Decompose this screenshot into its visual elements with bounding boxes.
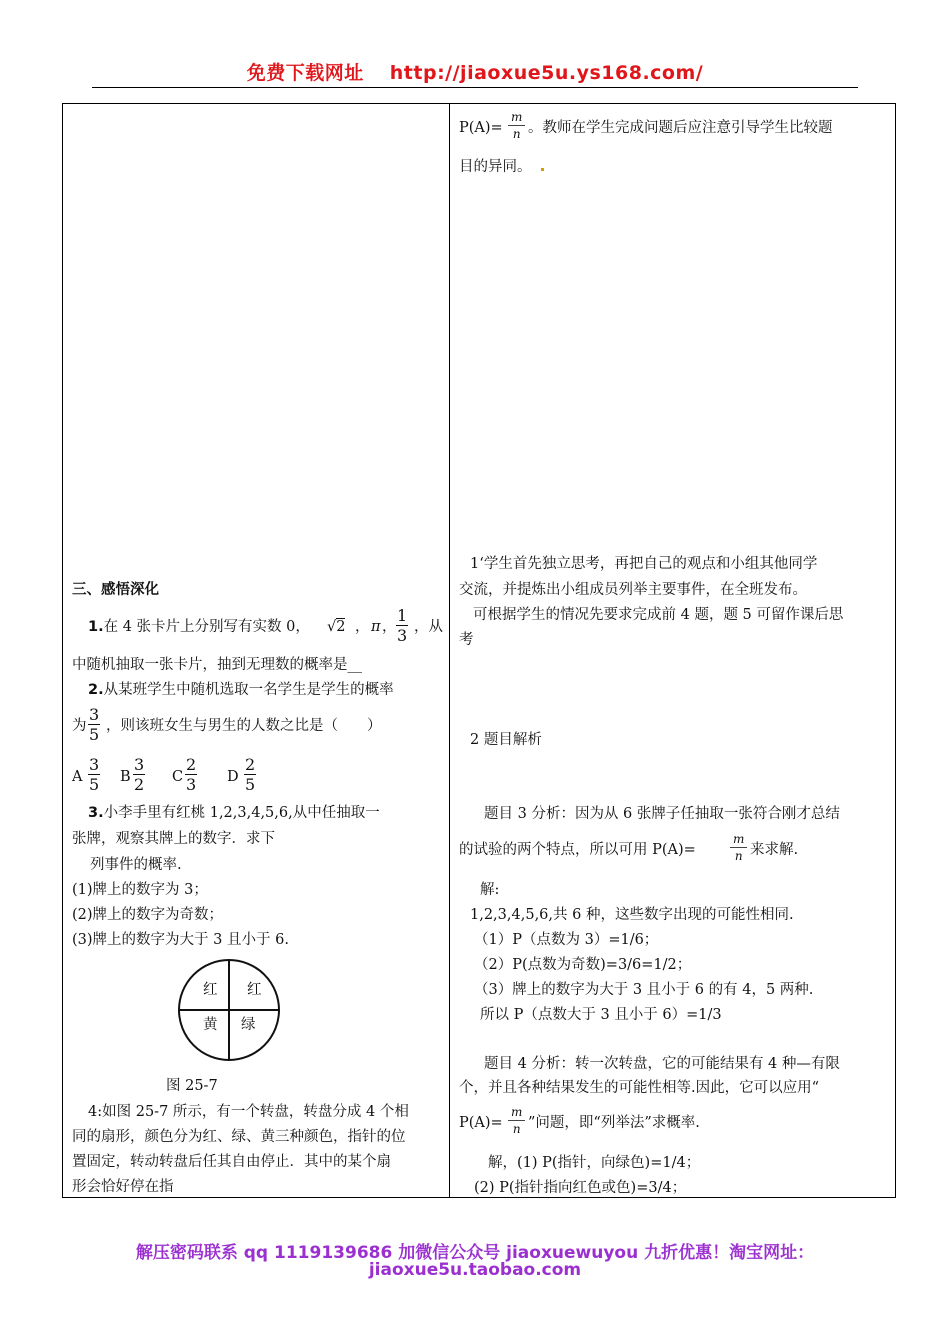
q3-text: 小李手里有红桃 1,2,3,4,5,6,从中任抽取一: [103, 805, 380, 821]
q2-number: 2.: [88, 682, 104, 698]
frac-num: m: [730, 831, 747, 848]
option-d-fraction: [244, 755, 256, 794]
q1-comma-2: ，: [382, 619, 397, 635]
right-p4-line-5: (2) P(指针指向红色或色)=3/4；: [474, 1180, 687, 1196]
frac-den: 3: [397, 626, 408, 645]
spinner-label-green: 绿: [241, 1017, 256, 1033]
right-top-text: 。教师在学生完成问题后应注意引导学生比较题: [528, 120, 833, 136]
right-top-text-2: 目的异同。: [459, 159, 532, 175]
frac-den: 3: [186, 775, 197, 794]
frac-den: 5: [89, 725, 100, 744]
q1-number: 1.: [88, 619, 104, 635]
right-p3-line-2-suffix: 来求解.: [750, 842, 799, 858]
option-b-letter: B: [120, 769, 131, 785]
frac-den: n: [734, 849, 743, 863]
right-p3-line-5: （2）P(点数为奇数)=3/6=1/2；: [474, 957, 692, 973]
frac-num: m: [508, 109, 525, 126]
right-p3-line-2-prefix: 的试验的两个特点，所以可用 P(A)=: [459, 842, 696, 858]
formula-prefix: P(A)=: [459, 120, 503, 136]
right-p3-line-7: 所以 P（点数大于 3 且小于 6）=1/3: [480, 1007, 722, 1023]
sqrt-symbol: √: [327, 619, 337, 635]
right-section-2-title: 2 题目解析: [470, 732, 542, 748]
q1-pi: π: [371, 619, 381, 635]
spinner-figure: [174, 958, 284, 1062]
frac-num: 2: [186, 755, 197, 774]
q2-text: [88, 680, 394, 700]
q3-item-1: (1)牌上的数字为 3；: [72, 882, 208, 898]
frac-den: n: [512, 1122, 521, 1136]
option-d-letter: D: [227, 769, 239, 785]
spinner-label-red-1: 红: [203, 982, 218, 998]
sqrt-value: 2: [336, 619, 346, 635]
page-header: [0, 58, 950, 85]
q3-line-3: 列事件的概率.: [90, 857, 182, 873]
right-p4-line-1: 题目 4 分析：转一次转盘，它的可能结果有 4 种—有限: [484, 1056, 840, 1072]
option-a-fraction: [88, 755, 100, 794]
q1-text-b: ，从: [414, 619, 443, 635]
q1-sqrt: [327, 617, 345, 637]
q4-line-3: 置固定，转动转盘后任其自由停止．其中的某个扇: [72, 1154, 391, 1170]
right-p3-line-4: （1）P（点数为 3）=1/6；: [474, 932, 659, 948]
frac-num: 2: [245, 755, 256, 774]
right-p1-line-1: 1‘学生首先独立思考，再把自己的观点和小组其他同学: [470, 556, 818, 572]
q4-line-1: 4:如图 25-7 所示，有一个转盘，转盘分成 4 个相: [88, 1104, 409, 1120]
q2-prefix: 为: [72, 718, 87, 734]
q4-line-4: 形会恰好停在指: [72, 1179, 174, 1195]
right-p4-line-2: 个，并且各种结果发生的可能性相等.因此，它可以应用“: [459, 1080, 820, 1096]
q3-line-2: 张牌，观察其牌上的数字．求下: [72, 831, 275, 847]
q1-text: 在 4 张卡片上分别写有实数 0，: [103, 619, 310, 635]
right-p3-fraction: [730, 831, 747, 864]
spinner-label-yellow: 黄: [203, 1017, 218, 1033]
q1-comma: ，: [355, 619, 370, 635]
section-title: 三、感悟深化: [72, 582, 159, 598]
q4-line-2: 同的扇形，颜色分为红、绿、黄三种颜色，指针的位: [72, 1129, 406, 1145]
frac-den: 2: [134, 775, 145, 794]
q3-line-1: [88, 803, 380, 823]
frac-den: n: [512, 127, 521, 141]
frac-num: 1: [397, 606, 408, 625]
decorative-dot: [541, 168, 544, 171]
right-p1-line-2: 交流，并提炼出小组成员列举主要事件，在全班发布。: [459, 582, 807, 598]
header-divider: [92, 87, 858, 88]
q3-number: 3.: [88, 805, 104, 821]
frac-den: 5: [245, 775, 256, 794]
q3-item-3: (3)牌上的数字为大于 3 且小于 6.: [72, 932, 289, 948]
right-p3-line-1: 题目 3 分析：因为从 6 张牌子任抽取一张符合刚才总结: [484, 806, 840, 822]
q2-suffix: ，则该班女生与男生的人数之比是（ ）: [106, 718, 382, 734]
spinner-label-red-2: 红: [247, 982, 262, 998]
right-p4-line-4: 解，(1) P(指针，向绿色)=1/4；: [488, 1155, 701, 1171]
option-c-fraction: [185, 755, 197, 794]
header-label: 免费下载网址: [246, 62, 364, 84]
q1-text-a: [88, 617, 310, 637]
frac-den: 5: [89, 775, 100, 794]
q2-text-body: 从某班学生中随机选取一名学生是学生的概率: [103, 682, 394, 698]
header-url-link[interactable]: http://jiaoxue5u.ys168.com/: [389, 62, 704, 84]
right-p1-line-4: 考: [459, 632, 474, 648]
option-c-letter: C: [172, 769, 184, 785]
frac-num: 3: [89, 705, 100, 724]
frac-num: m: [508, 1104, 525, 1121]
q1-line-2: 中随机抽取一张卡片，抽到无理数的概率是__: [72, 657, 362, 673]
right-p4-fraction: [508, 1104, 525, 1137]
footer-taobao-link[interactable]: jiaoxue5u.taobao.com: [368, 1260, 582, 1280]
q2-fraction: [88, 705, 100, 744]
footer-line-1: 解压密码联系 qq 1119139686 加微信公众号 jiaoxuewuyou 九折优惠！淘宝网址：: [135, 1243, 815, 1263]
column-divider: [449, 103, 450, 1198]
q3-item-2: (2)牌上的数字为奇数；: [72, 907, 224, 923]
option-a-letter: A: [72, 769, 83, 785]
right-p3-line-6: （3）牌上的数字为大于 3 且小于 6 的有 4，5 两种.: [474, 982, 814, 998]
right-p4-line-3-prefix: P(A)=: [459, 1115, 503, 1131]
frac-num: 3: [89, 755, 100, 774]
right-p3-solve: 解:: [480, 882, 500, 898]
formula-fraction-m-n: [508, 109, 525, 142]
right-p3-line-3: 1,2,3,4,5,6,共 6 种，这些数字出现的可能性相同.: [470, 907, 794, 923]
figure-caption: 图 25-7: [166, 1078, 218, 1094]
option-b-fraction: [133, 755, 145, 794]
q1-fraction: [396, 606, 408, 645]
right-p1-line-3: 可根据学生的情况先要求完成前 4 题，题 5 可留作课后思: [473, 607, 844, 623]
frac-num: 3: [134, 755, 145, 774]
right-p4-line-3-suffix: ”问题，即“列举法”求概率.: [528, 1115, 700, 1131]
